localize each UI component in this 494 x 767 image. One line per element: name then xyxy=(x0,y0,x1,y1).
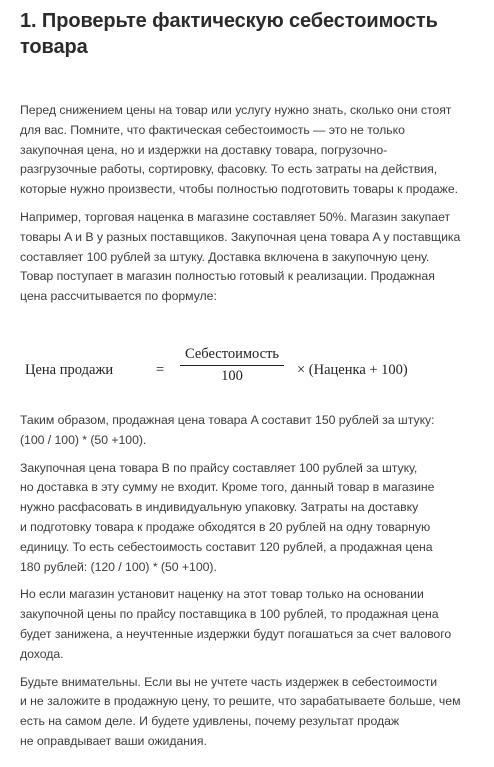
article xyxy=(20,8,482,752)
formula-rhs: × (Наценка + 100) xyxy=(297,361,408,378)
formula-denominator: 100 xyxy=(221,367,243,384)
paragraph-example: Например, торговая наценка в магазине составляет 50%. Магазин закупает товары A и B у разных поставщиков. Закупочная цена товара A у поставщика составляет 100 рублей за штуку. Доставка включена в закупочную цену. Товар поступает в магазин полностью готовый к реализации. Продажная цена рассчитывается по формуле: xyxy=(20,209,461,304)
paragraph-markup-warning: Но если магазин установит наценку на этот товар только на основании закупочной цены по прайсу поставщика в 100 рублей, то продажная цена будет занижена, а неучтенные издержки будут погашаться за счет валового дохода. xyxy=(20,587,452,661)
section-heading: 1. Проверьте фактическую себестоимость товара xyxy=(20,10,438,58)
formula-numerator: Себестоимость xyxy=(184,345,280,362)
paragraph-result-a: Таким образом, продажная цена товара A составит 150 рублей за штуку: (100 / 100) * (50 +100). xyxy=(20,412,435,447)
paragraph-conclusion: Будьте внимательны. Если вы не учтете часть издержек в себестоимости и не заложите в продажную цену, то решите, что зарабатываете больше, чем есть на самом деле. И будете удивлены, почему результат продаж не оправдывает ваши ожидания. xyxy=(20,674,461,748)
formula-lhs: Цена продажи xyxy=(25,361,114,378)
paragraph-product-b: Закупочная цена товара B по прайсу составляет 100 рублей за штуку, но доставка в эту сумму не входит. Кроме того, данный товар в магазине нужно расфасовать в индивидуальную упаковку. Затраты на доставку и подготовку товара к продаже обходятся в 20 рублей на одну товарную единицу. То есть себестоимость составит 120 рублей, а продажная цена 180 рублей: (120 / 100) * (50 +100). xyxy=(20,460,435,574)
paragraph-intro: Перед снижением цены на товар или услугу нужно знать, сколько они стоят для вас. Помните, что фактическая себестоимость — это не только закупочная цена, но и издержки на доставку товара, погрузочно- разгрузочные работы, сортировку, фасовку. То есть затраты на действия, которые нужно произвести, чтобы полностью подготовить товары к продаже. xyxy=(20,103,459,197)
formula-fraction xyxy=(180,345,284,385)
price-formula xyxy=(20,345,482,397)
formula-equals-sign: = xyxy=(156,361,165,378)
